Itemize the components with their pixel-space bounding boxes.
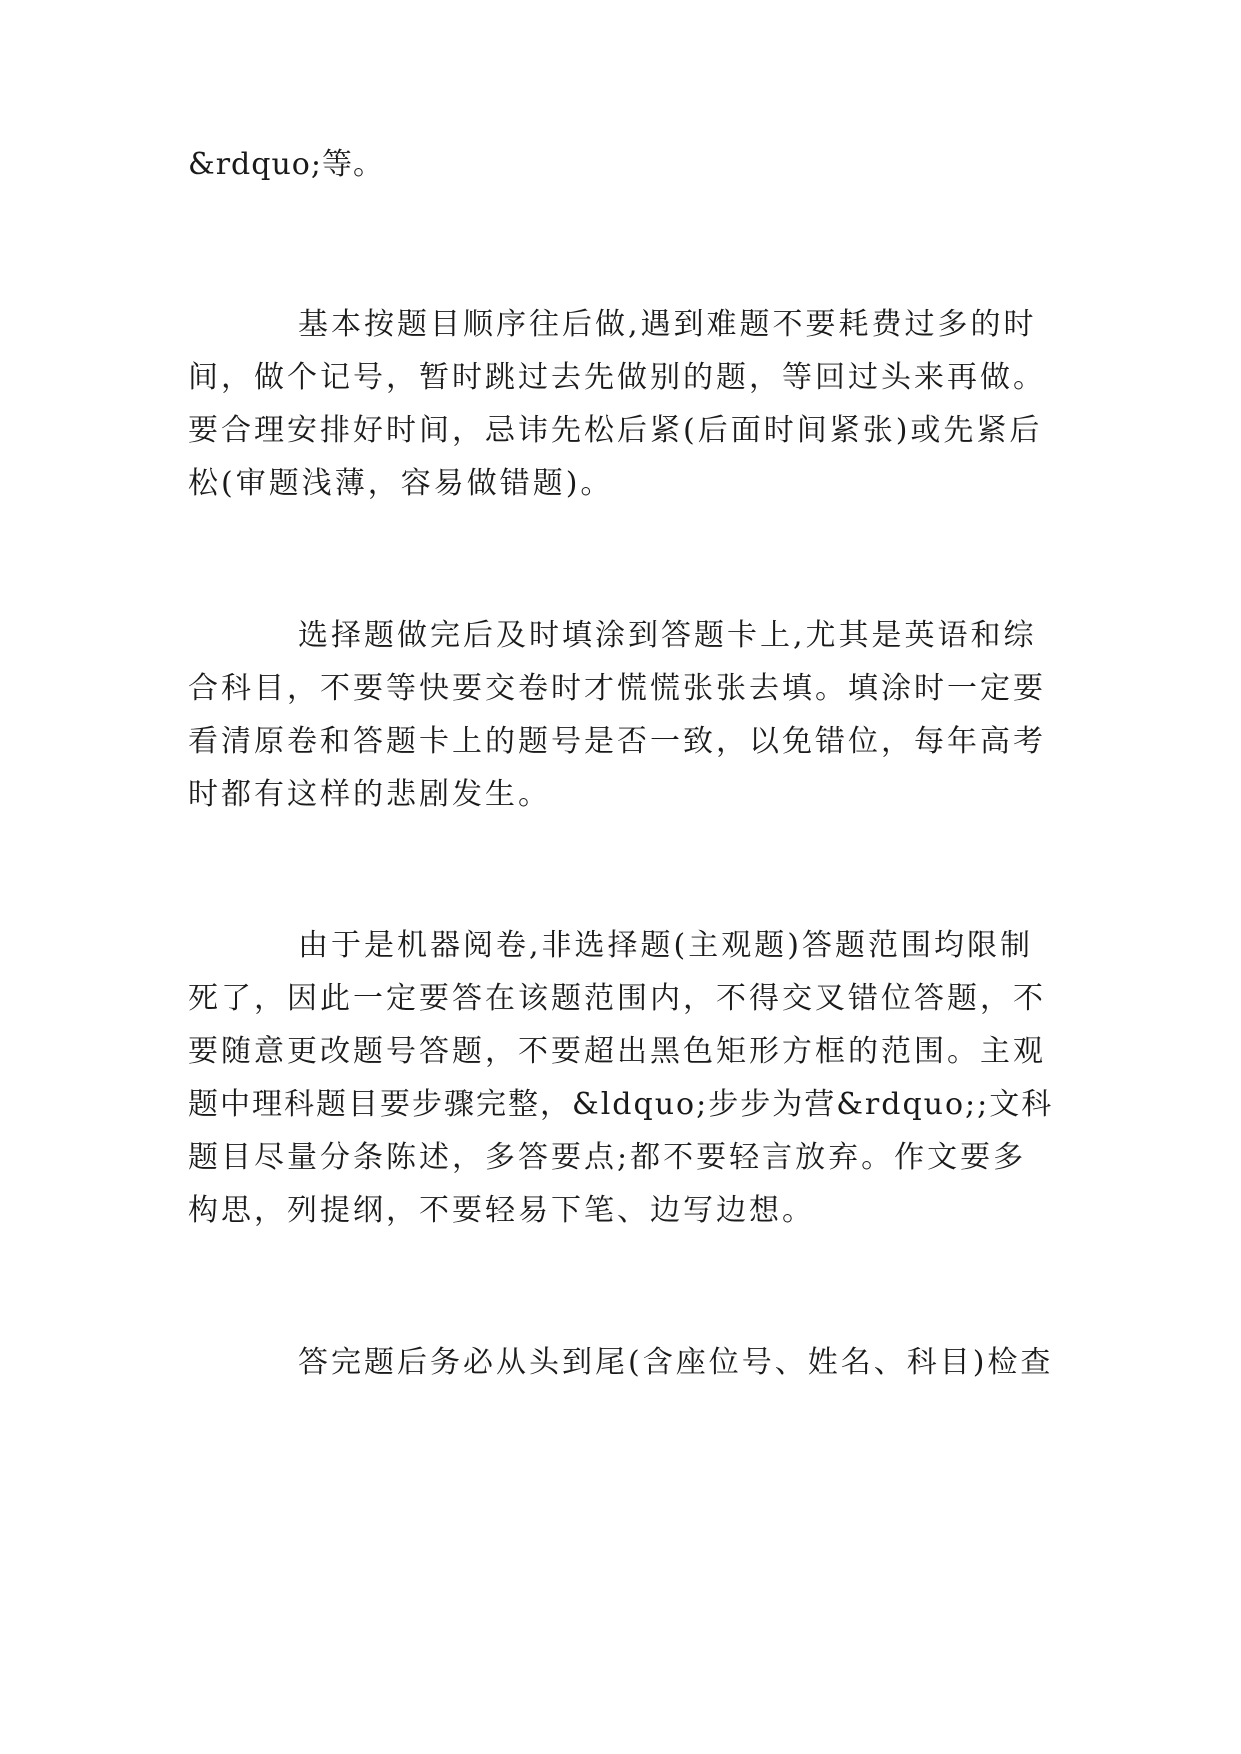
paragraph-line: 题中理科题目要步骤完整，&ldquo;步步为营&rdquo;;文科 [188, 1087, 1054, 1122]
paragraph-line: 合科目，不要等快要交卷时才慌慌张张去填。填涂时一定要 [188, 671, 1046, 706]
paragraph-line: 要合理安排好时间，忌讳先松后紧(后面时间紧张)或先紧后 [188, 413, 1043, 448]
paragraph-line: 间，做个记号，暂时跳过去先做别的题，等回过头来再做。 [188, 360, 1046, 395]
paragraph-line: 构思，列提纲，不要轻易下笔、边写边想。 [188, 1193, 815, 1228]
paragraph-line: 时都有这样的悲剧发生。 [188, 777, 551, 812]
paragraph-line: 题目尽量分条陈述，多答要点;都不要轻言放弃。作文要多 [188, 1140, 1027, 1175]
paragraph-line: 选择题做完后及时填涂到答题卡上,尤其是英语和综 [298, 618, 1037, 653]
paragraph-line: &rdquo;等。 [188, 147, 384, 182]
paragraph-line: 要随意更改题号答题，不要超出黑色矩形方框的范围。主观 [188, 1034, 1046, 1069]
paragraph-line: 答完题后务必从头到尾(含座位号、姓名、科目)检查 [298, 1345, 1054, 1380]
paragraph-line: 看清原卷和答题卡上的题号是否一致，以免错位，每年高考 [188, 724, 1046, 759]
paragraph-line: 松(审题浅薄，容易做错题)。 [188, 466, 614, 501]
paragraph-line: 死了，因此一定要答在该题范围内，不得交叉错位答题，不 [188, 981, 1046, 1016]
paragraph-line: 由于是机器阅卷,非选择题(主观题)答题范围均限制 [298, 928, 1033, 963]
paragraph-line: 基本按题目顺序往后做,遇到难题不要耗费过多的时 [298, 307, 1037, 342]
